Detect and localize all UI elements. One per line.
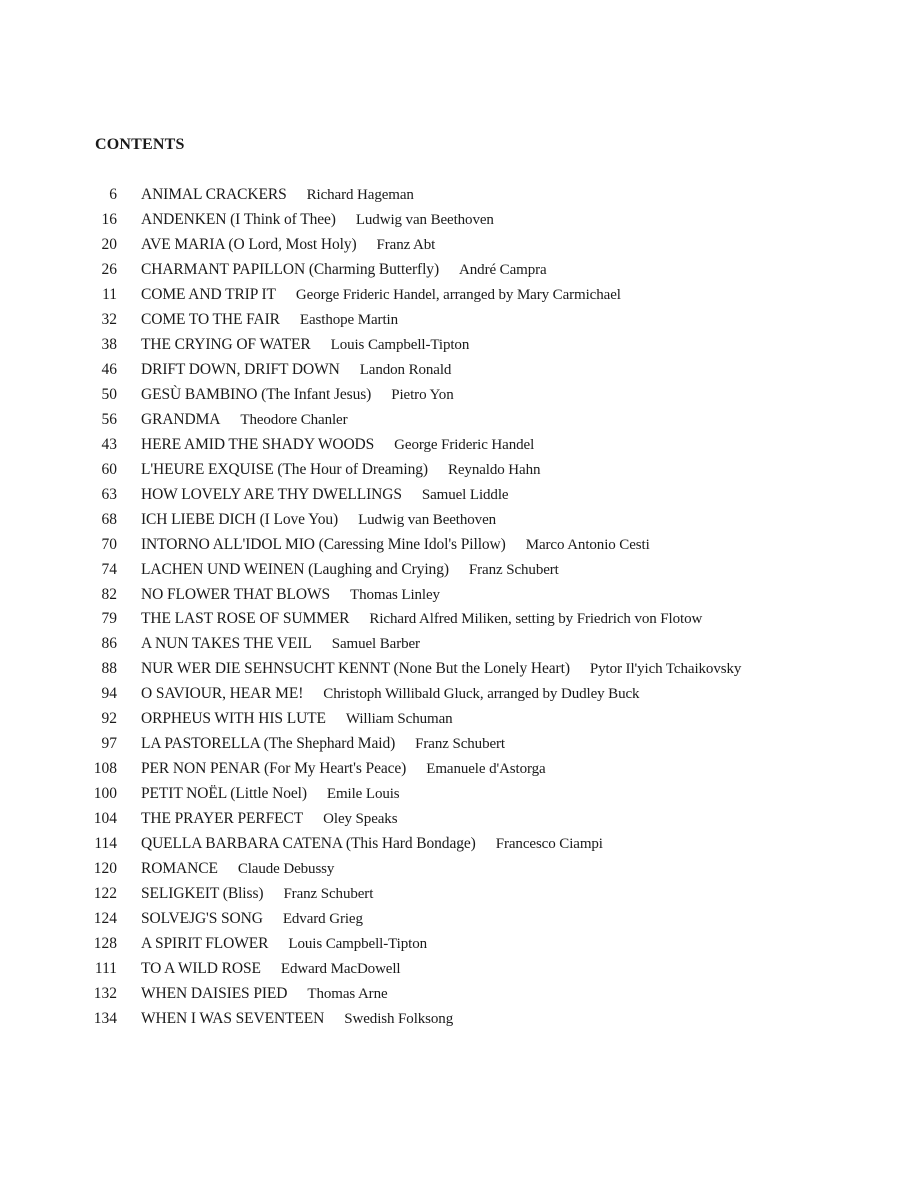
page-number: 120 <box>93 860 117 878</box>
contents-entry <box>0 707 900 732</box>
composer-name: Richard Alfred Miliken, setting by Friedrich von Flotow <box>369 611 703 628</box>
composer-name: Emile Louis <box>326 786 400 803</box>
entry-text <box>141 907 363 932</box>
entry-text <box>141 558 559 583</box>
entry-text <box>141 607 702 632</box>
contents-entry <box>0 358 900 383</box>
composer-name: Franz Schubert <box>283 886 374 903</box>
song-title: ROMANCE <box>141 860 218 878</box>
entry-text <box>141 208 494 233</box>
contents-entry <box>0 882 900 907</box>
entry-text <box>141 283 621 308</box>
page-number: 124 <box>93 910 117 928</box>
composer-name: Louis Campbell-Tipton <box>330 336 470 353</box>
page-number: 16 <box>101 210 117 228</box>
song-title: THE LAST ROSE OF SUMMER <box>141 610 350 628</box>
entry-text <box>141 932 427 957</box>
composer-name: Edward MacDowell <box>280 961 401 978</box>
page-number: 128 <box>93 935 117 953</box>
composer-name: Easthope Martin <box>299 311 398 328</box>
contents-entry <box>0 857 900 882</box>
song-title: NO FLOWER THAT BLOWS <box>141 585 331 603</box>
song-title: LACHEN UND WEINEN (Laughing and Crying) <box>141 560 449 578</box>
page-number: 60 <box>101 460 117 478</box>
page-number: 86 <box>101 635 117 653</box>
entry-text <box>141 857 334 882</box>
contents-entry <box>0 907 900 932</box>
entry-text <box>141 433 534 458</box>
song-title: AVE MARIA (O Lord, Most Holy) <box>141 235 357 253</box>
page-number: 50 <box>101 385 117 403</box>
song-title: WHEN DAISIES PIED <box>141 985 288 1002</box>
song-title: ANIMAL CRACKERS <box>141 186 287 203</box>
contents-entry <box>0 333 900 358</box>
entry-text <box>141 682 639 707</box>
composer-name: Samuel Barber <box>331 636 420 653</box>
song-title: SOLVEJG'S SONG <box>141 910 263 928</box>
entry-text <box>141 183 414 208</box>
entry-text <box>141 408 348 433</box>
song-title: CHARMANT PAPILLON (Charming Butterfly) <box>141 260 440 278</box>
song-title: A NUN TAKES THE VEIL <box>141 635 312 653</box>
contents-entry <box>0 932 900 957</box>
song-title: DRIFT DOWN, DRIFT DOWN <box>141 360 340 378</box>
contents-entry <box>0 1007 900 1032</box>
song-title: PER NON PENAR (For My Heart's Peace) <box>141 760 407 778</box>
entry-text <box>141 807 397 832</box>
song-title: GESÙ BAMBINO (The Infant Jesus) <box>141 385 372 403</box>
song-title: GRANDMA <box>141 410 221 428</box>
composer-name: Thomas Arne <box>307 986 388 1002</box>
song-title: NUR WER DIE SEHNSUCHT KENNT (None But the Lonely Heart) <box>141 660 570 678</box>
contents-entry <box>0 583 900 608</box>
page-number: 104 <box>93 810 117 828</box>
song-title: L'HEURE EXQUISE (The Hour of Dreaming) <box>141 460 428 478</box>
song-title: SELIGKEIT (Bliss) <box>141 885 264 903</box>
page-number: 88 <box>101 660 117 678</box>
composer-name: Franz Abt <box>376 236 436 253</box>
contents-entry <box>0 782 900 807</box>
song-title: ANDENKEN (I Think of Thee) <box>141 210 336 228</box>
page-number: 20 <box>101 235 117 253</box>
contents-entry <box>0 982 900 1007</box>
composer-name: Thomas Linley <box>350 586 440 603</box>
contents-entry <box>0 682 900 707</box>
contents-list <box>0 183 900 1032</box>
composer-name: Ludwig van Beethoven <box>355 211 494 228</box>
entry-text <box>141 583 440 608</box>
contents-entry <box>0 558 900 583</box>
page-number: 46 <box>101 360 117 378</box>
entry-text <box>141 782 400 807</box>
song-title: PETIT NOËL (Little Noel) <box>141 785 307 803</box>
contents-entry <box>0 533 900 558</box>
composer-name: Claude Debussy <box>237 861 335 878</box>
entry-text <box>141 732 505 757</box>
song-title: HERE AMID THE SHADY WOODS <box>141 435 375 453</box>
page-number: 92 <box>101 710 117 728</box>
entry-text <box>141 982 388 1007</box>
entry-text <box>141 533 650 558</box>
song-title: TO A WILD ROSE <box>141 960 261 978</box>
song-title: THE PRAYER PERFECT <box>141 810 304 828</box>
contents-entry <box>0 208 900 233</box>
entry-text <box>141 458 540 483</box>
composer-name: Richard Hageman <box>306 187 414 203</box>
page-number: 6 <box>109 186 117 203</box>
page-title: CONTENTS <box>95 136 185 153</box>
page-number: 38 <box>101 335 117 353</box>
song-title: ICH LIEBE DICH (I Love You) <box>141 510 339 528</box>
composer-name: George Frideric Handel <box>394 436 535 453</box>
contents-entry <box>0 657 900 682</box>
entry-text <box>141 957 401 982</box>
contents-entry <box>0 183 900 208</box>
composer-name: André Campra <box>459 261 547 278</box>
page-number: 56 <box>101 410 117 428</box>
composer-name: Samuel Liddle <box>421 486 509 503</box>
contents-entry <box>0 607 900 632</box>
entry-text <box>141 707 453 732</box>
entry-text <box>141 508 496 533</box>
composer-name: Emanuele d'Astorga <box>426 761 546 778</box>
contents-entry <box>0 832 900 857</box>
page-number: 134 <box>93 1009 117 1027</box>
song-title: A SPIRIT FLOWER <box>141 935 269 953</box>
song-title: O SAVIOUR, HEAR ME! <box>141 685 304 703</box>
entry-text <box>141 1007 453 1032</box>
page-number: 100 <box>93 785 117 803</box>
composer-name: Landon Ronald <box>359 361 452 378</box>
composer-name: Louis Campbell-Tipton <box>288 936 428 953</box>
page-number: 111 <box>94 960 117 978</box>
contents-entry <box>0 458 900 483</box>
page-number: 43 <box>101 435 117 453</box>
contents-entry <box>0 383 900 408</box>
page-number: 122 <box>93 885 117 903</box>
page-number: 32 <box>101 310 117 328</box>
song-title: THE CRYING OF WATER <box>141 335 311 353</box>
song-title: QUELLA BARBARA CATENA (This Hard Bondage) <box>141 835 476 853</box>
contents-entry <box>0 957 900 982</box>
contents-entry <box>0 283 900 308</box>
composer-name: Franz Schubert <box>415 736 505 753</box>
page-number: 68 <box>101 510 117 528</box>
composer-name: Franz Schubert <box>468 561 559 578</box>
page-number: 82 <box>101 585 117 603</box>
contents-entry <box>0 408 900 433</box>
composer-name: Christoph Willibald Gluck, arranged by Dudley Buck <box>323 686 640 703</box>
contents-entry <box>0 433 900 458</box>
song-title: ORPHEUS WITH HIS LUTE <box>141 710 326 728</box>
contents-entry <box>0 508 900 533</box>
contents-entry <box>0 632 900 657</box>
entry-text <box>141 657 741 682</box>
page-number: 94 <box>101 685 117 703</box>
entry-text <box>141 358 451 383</box>
entry-text <box>141 832 603 857</box>
song-title: INTORNO ALL'IDOL MIO (Caressing Mine Idol's Pillow) <box>141 535 506 553</box>
composer-name: Marco Antonio Cesti <box>525 536 650 553</box>
page-number: 132 <box>93 985 117 1002</box>
song-title: COME TO THE FAIR <box>141 310 280 328</box>
entry-text <box>141 632 420 657</box>
composer-name: Swedish Folksong <box>344 1010 454 1027</box>
page-number: 26 <box>101 260 117 278</box>
composer-name: George Frideric Handel, arranged by Mary Carmichael <box>295 286 621 303</box>
contents-entry <box>0 258 900 283</box>
entry-text <box>141 308 398 333</box>
entry-text <box>141 233 435 258</box>
composer-name: Pytor Il'yich Tchaikovsky <box>589 661 742 678</box>
page-number: 114 <box>94 835 117 853</box>
song-title: WHEN I WAS SEVENTEEN <box>141 1009 325 1027</box>
entry-text <box>141 258 547 283</box>
contents-entry <box>0 483 900 508</box>
entry-text <box>141 882 373 907</box>
entry-text <box>141 757 546 782</box>
page-number: 11 <box>102 285 117 303</box>
song-title: COME AND TRIP IT <box>141 285 276 303</box>
entry-text <box>141 483 508 508</box>
page-number: 79 <box>101 610 117 628</box>
song-title: LA PASTORELLA (The Shephard Maid) <box>141 735 396 753</box>
composer-name: William Schuman <box>345 711 453 728</box>
composer-name: Francesco Ciampi <box>495 836 603 853</box>
contents-entry <box>0 757 900 782</box>
page-number: 108 <box>93 760 117 778</box>
page-number: 74 <box>101 560 117 578</box>
contents-entry <box>0 732 900 757</box>
page-number: 63 <box>101 485 117 503</box>
composer-name: Pietro Yon <box>391 386 454 403</box>
composer-name: Edvard Grieg <box>282 911 363 928</box>
contents-entry <box>0 233 900 258</box>
entry-text <box>141 333 469 358</box>
song-title: HOW LOVELY ARE THY DWELLINGS <box>141 485 402 503</box>
contents-entry <box>0 807 900 832</box>
composer-name: Theodore Chanler <box>240 411 348 428</box>
page-number: 70 <box>101 535 117 553</box>
contents-entry <box>0 308 900 333</box>
composer-name: Reynaldo Hahn <box>447 461 541 478</box>
page-number: 97 <box>101 735 117 753</box>
composer-name: Ludwig van Beethoven <box>358 511 497 528</box>
composer-name: Oley Speaks <box>323 811 398 828</box>
entry-text <box>141 383 454 408</box>
